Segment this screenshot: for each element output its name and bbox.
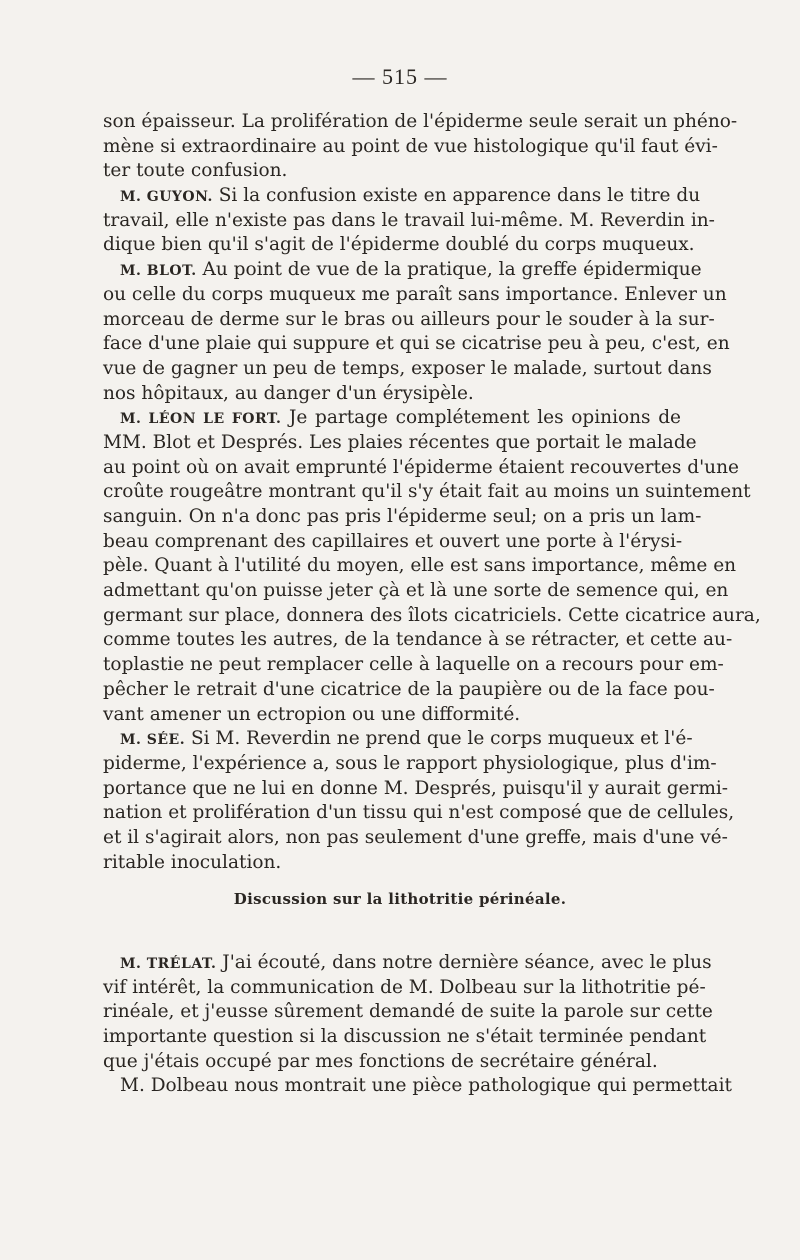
text-line: toplastie ne peut remplacer celle à laquelle on a recours pour em- (103, 654, 724, 676)
text-span: Si la confusion existe en apparence dans le titre du (212, 185, 701, 207)
text-line: travail, elle n'existe pas dans le travail lui-même. M. Reverdin in- (103, 209, 715, 231)
text-line: rinéale, et j'eusse sûrement demandé de suite la parole sur cette (103, 1001, 713, 1023)
text-line: sanguin. On n'a donc pas pris l'épiderme seul; on a pris un lam- (103, 506, 702, 527)
page-number: — 515 — (352, 64, 448, 89)
text-span: J'ai écouté, dans notre dernière séance, avec le plus (216, 952, 712, 973)
text-line: ritable inoculation. (103, 851, 282, 873)
text-line: ou celle du corps muqueux me paraît sans importance. Enlever un (103, 283, 727, 305)
text-span: Si M. Reverdin ne prend que le corps muqueux et l'é- (185, 728, 693, 750)
text-line: nos hôpitaux, au danger d'un érysipèle. (103, 382, 474, 404)
text-line: comme toutes les autres, de la tendance à se rétracter, et cette au- (103, 629, 733, 651)
paragraph (103, 406, 761, 727)
text-span: Au point de vue de la pratique, la greffe épidermique (196, 259, 702, 281)
paragraph (103, 110, 738, 184)
section-heading: Discussion sur la lithotritie périnéale. (233, 890, 567, 908)
text-line (103, 406, 681, 431)
text-line: morceau de derme sur le bras ou ailleurs pour le souder à la sur- (103, 308, 715, 330)
speaker-name: M. TRÉLAT. (120, 956, 217, 972)
paragraph (103, 951, 713, 1074)
text-line: M. Dolbeau nous montrait une pièce pathologique qui permettait (120, 1075, 732, 1097)
text-line (103, 951, 712, 976)
paragraph (103, 727, 735, 875)
text-line: et il s'agirait alors, non pas seulement d'une greffe, mais d'une vé- (103, 826, 728, 848)
text-line: nation et prolifération d'un tissu qui n'est composé que de cellules, (103, 802, 735, 824)
speaker-name: M. BLOT. (120, 263, 197, 280)
text-line: vue de gagner un peu de temps, exposer le malade, surtout dans (103, 357, 712, 379)
text-line: au point où on avait emprunté l'épiderme étaient recouvertes d'une (103, 456, 739, 478)
text-line: germant sur place, donnera des îlots cicatriciels. Cette cicatrice aura, (103, 604, 761, 626)
text-line: pêcher le retrait d'une cicatrice de la paupière ou de la face pou- (103, 678, 715, 700)
paragraph (103, 258, 730, 406)
speaker-name: M. SÉE. (120, 732, 186, 749)
text-line: portance que ne lui en donne M. Després, puisqu'il y aurait germi- (103, 777, 729, 799)
text-line: vant amener un ectropion ou une difformité. (103, 703, 521, 725)
text-line: croûte rougeâtre montrant qu'il s'y était fait au moins un suintement (103, 481, 751, 503)
text-line: ter toute confusion. (103, 160, 288, 182)
text-line (103, 258, 702, 283)
speaker-name: M. LÉON LE FORT. (120, 411, 282, 428)
text-line: mène si extraordinaire au point de vue histologique qu'il faut évi- (103, 135, 718, 157)
text-line: importante question si la discussion ne s'était terminée pendant (103, 1026, 707, 1048)
paragraph (103, 1074, 732, 1099)
text-line: dique bien qu'il s'agit de l'épiderme doublé du corps muqueux. (103, 234, 695, 256)
text-line: beau comprenant des capillaires et ouvert une porte à l'érysi- (103, 530, 683, 552)
text-line (103, 184, 701, 209)
text-line: que j'étais occupé par mes fonctions de secrétaire général. (103, 1050, 658, 1072)
text-line: face d'une plaie qui suppure et qui se cicatrise peu à peu, c'est, en (103, 333, 730, 355)
text-line: son épaisseur. La prolifération de l'épiderme seule serait un phéno- (103, 111, 738, 132)
text-line: piderme, l'expérience a, sous le rapport physiologique, plus d'im- (103, 752, 717, 774)
text-line: admettant qu'on puisse jeter çà et là une sorte de semence qui, en (103, 580, 729, 602)
body-text-bottom (103, 951, 732, 1099)
body-text-top (103, 110, 761, 875)
paragraph (103, 184, 715, 258)
speaker-name: M. GUYON. (120, 189, 213, 206)
text-line (103, 727, 693, 752)
text-line: pèle. Quant à l'utilité du moyen, elle est sans importance, même en (103, 555, 737, 577)
text-span: Je partage complétement les opinions de (281, 407, 681, 429)
text-line: vif intérêt, la communication de M. Dolbeau sur la lithotritie pé- (103, 976, 706, 998)
text-line: MM. Blot et Després. Les plaies récentes que portait le malade (103, 431, 697, 453)
